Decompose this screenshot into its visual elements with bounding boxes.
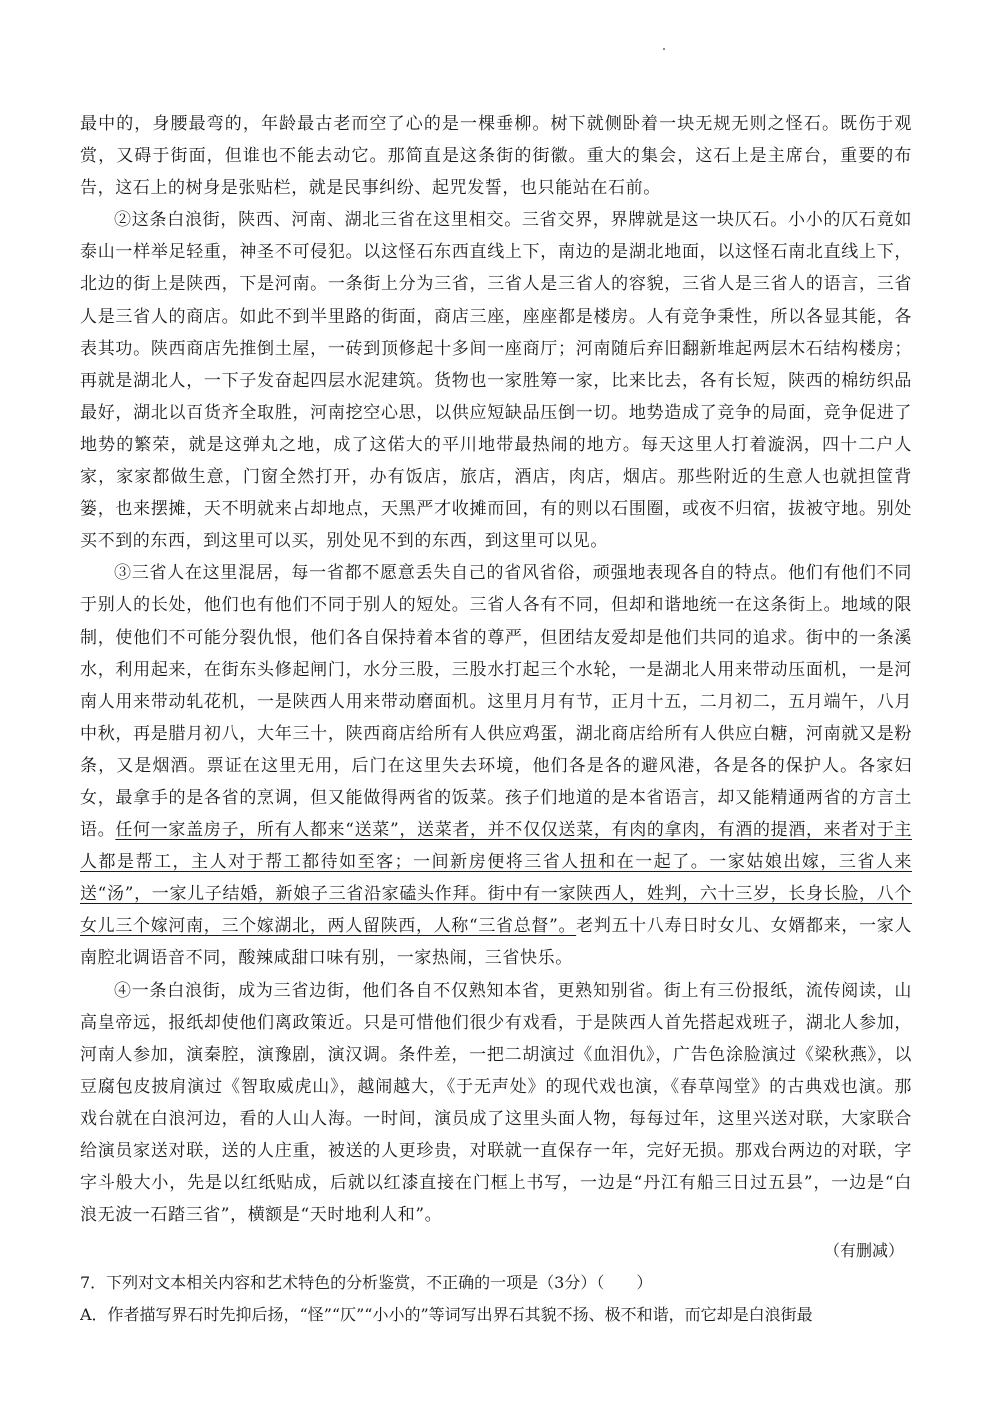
paragraph-1: 最中的，身腰最弯的，年龄最古老而空了心的是一棵垂柳。树下就侧卧着一块无规无则之怪石。既伤于观赏，又碍于街面，但谁也不能去动它。那简直是这条街的街徽。重大的集会，这石上是主席台，重要的布告，这石上的树身是张贴栏，就是民事纠纷、起咒发誓，也只能站在石前。 [80, 114, 912, 199]
paragraph-2: ②这条白浪街，陕西、河南、湖北三省在这里相交。三省交界，界牌就是这一块仄石。小小的仄石竟如泰山一样举足轻重，神圣不可侵犯。以这怪石东西直线上下，南边的是湖北地面，以这怪石南北直线上下，北边的街上是陕西，下是河南。一条街上分为三省，三省人是三省人的容貌，三省人是三省人的语言，三省人是三省人的商店。如此不到半里路的街面，商店三座，座座都是楼房。人有竞争秉性，所以各显其能，各表其功。陕西商店先推倒土屋，一砖到顶修起十多间一座商厅；河南随后弃旧翻新堆起两层木石结构楼房；再就是湖北人，一下子发奋起四层水泥建筑。货物也一家胜筹一家，比来比去，各有长短，陕西的棉纺织品最好，湖北以百货齐全取胜，河南挖空心思，以供应短缺品压倒一切。地势造成了竞争的局面，竞争促进了地势的繁荣，就是这弹丸之地，成了这偌大的平川地带最热闹的地方。每天这里人打着漩涡，四十二户人家，家家都做生意，门窗全然打开，办有饭店，旅店，酒店，肉店，烟店。那些附近的生意人也就担筐背篓，也来摆摊，天不明就来占却地点，天黑严才收摊而回，有的则以石围圈，或夜不归宿，拔被守地。别处买不到的东西，到这里可以买，别处见不到的东西，到这里可以见。 [80, 210, 912, 552]
paragraph-4: ④一条白浪街，成为三省边街，他们各自不仅熟知本省，更熟知别省。街上有三份报纸，流传阅读，山高皇帝远，报纸却使他们离政策近。只是可惜他们很少有戏看，于是陕西人首先搭起戏班子，湖北人参加，河南人参加，演秦腔，演豫剧，演汉调。条件差，一把二胡演过《血泪仇》，广告色涂脸演过《梁秋燕》，以豆腐包皮披肩演过《智取威虎山》，越闹越大，《于无声处》的现代戏也演，《春草闯堂》的古典戏也演。那戏台就在白浪河边，看的人山人海。一时间，演员成了这里头面人物，每每过年，这里兴送对联，大家联合给演员家送对联，送的人庄重，被送的人更珍贵，对联就一直保存一年，完好无损。那戏台两边的对联，字字斗般大小，先是以红纸贴成，后就以红漆直接在门框上书写，一边是“丹江有船三日过五县”，一边是“白浪无波一石踏三省”，横额是“天时地利人和”。 [80, 980, 912, 1226]
scan-speck [663, 48, 665, 50]
paragraph-3 [80, 557, 912, 974]
option-a: A．作者描写界石时先抑后扬，“怪”“仄”“小小的”等词写出界石其貌不扬、极不和谐，而它却是白浪街最 [80, 1305, 813, 1325]
underlined-passage: 任何一家盖房子，所有人都来“送菜”，送菜者，并不仅仅送菜，有肉的拿肉，有酒的提酒，来者对于主人都是帮工，主人对于帮工都待如至客；一间新房便将三省人扭和在一起了。一家姑娘出嫁，三省人来送“汤”，一家儿子结婚，新娘子三省沿家磕头作拜。街中有一家陕西人，姓判，六十三岁，长身长脸，八个女儿三个嫁河南，三个嫁湖北，两人留陕西，人称“三省总督”。 [80, 820, 913, 937]
paragraph-3-text: ③三省人在这里混居，每一省都不愿意丢失自己的省风省俗，顽强地表现各自的特点。他们有他们不同于别人的长处，他们也有他们不同于别人的短处。三省人各有不同，但却和谐地统一在这条街上。地域的限制，使他们不可能分裂仇恨，他们各自保持着本省的尊严，但团结友爱却是他们共同的追求。街中的一条溪水，利用起来，在街东头修起闸门，水分三股，三股水打起三个水轮，一是湖北人用来带动压面机，一是河南人用来带动轧花机，一是陕西人用来带动磨面机。这里月月有节，正月十五，二月初二，五月端午，八月中秋，再是腊月初八，大年三十，陕西商店给所有人供应鸡蛋，湖北商店给所有人供应白糖，河南就又是粉条，又是烟酒。票证在这里无用，后门在这里失去环境，他们各是各的避风港，各是各的保护人。各家妇女，最拿手的是各省的烹调，但又能做得两省的饭菜。孩子们地道的是本省语言，却又能精通两省的方言土语。 [80, 563, 912, 841]
paragraph-3-tail: 老判五十八寿日时女儿、女婿都来，一家人南腔北调语音不同，酸辣咸甜口味有别，一家热闹，三省快乐。 [80, 916, 912, 969]
abridged-note: （有删减） [823, 1241, 904, 1261]
document-page [80, 108, 912, 1331]
question-7: 7．下列对文本相关内容和艺术特色的分析鉴赏，不正确的一项是（3分）（ ） [80, 1273, 653, 1293]
